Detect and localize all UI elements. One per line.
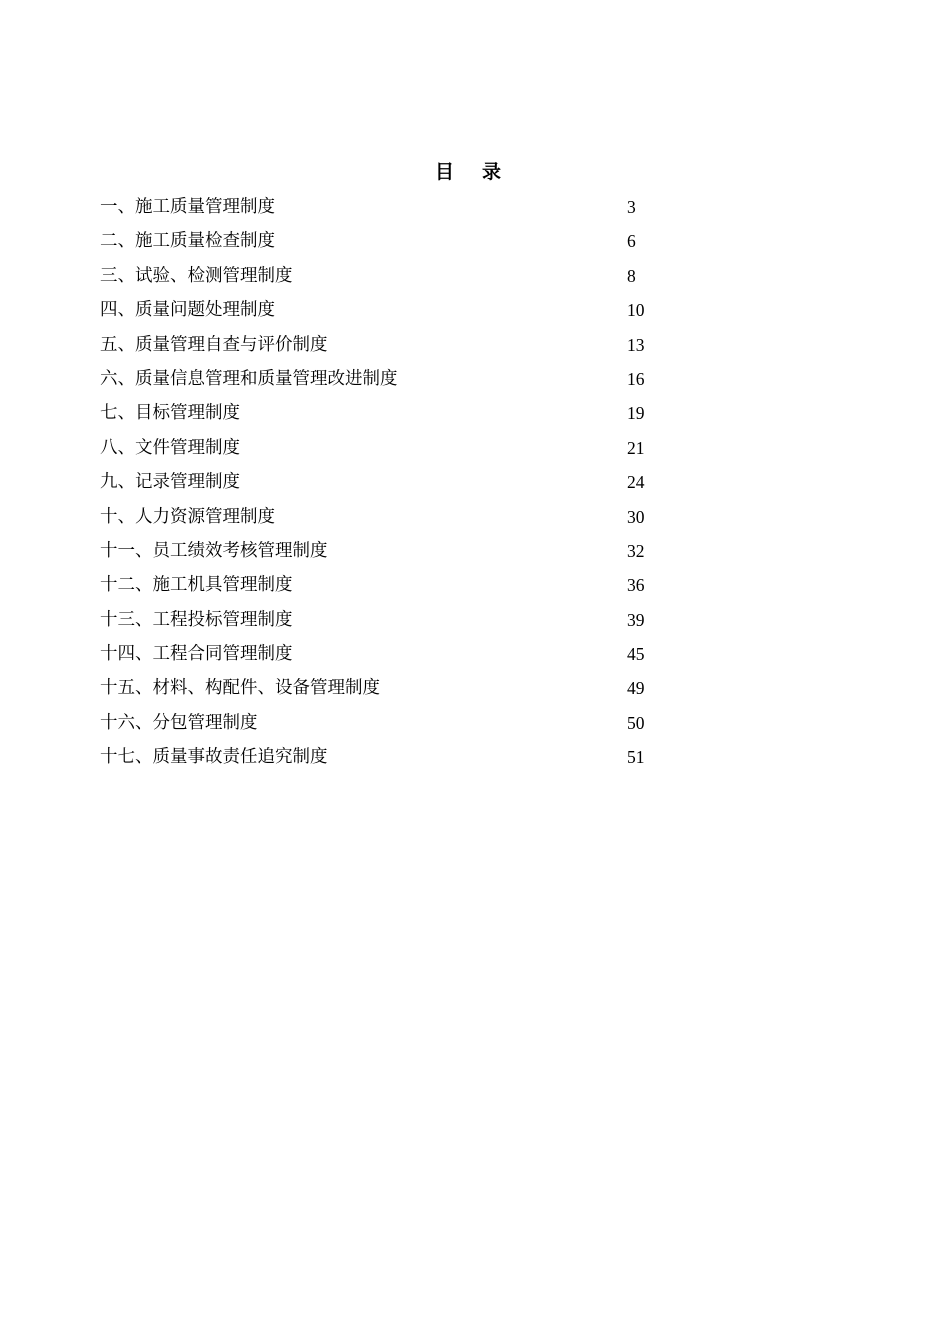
toc-item <box>100 742 660 776</box>
toc-item-page: 6 <box>627 231 636 252</box>
toc-item <box>100 639 660 673</box>
toc-item-page: 45 <box>627 644 645 665</box>
toc-item-page: 51 <box>627 747 645 768</box>
toc-item-page: 39 <box>627 609 645 630</box>
toc-item <box>100 226 660 260</box>
toc-item <box>100 605 660 639</box>
toc-item-label: 四、质量问题处理制度 <box>100 300 275 321</box>
toc-item-label: 十四、工程合同管理制度 <box>100 644 293 665</box>
toc-item-label: 二、施工质量检查制度 <box>100 231 275 252</box>
toc-item-label: 六、质量信息管理和质量管理改进制度 <box>100 368 398 389</box>
toc-item-label: 五、质量管理自查与评价制度 <box>100 334 328 355</box>
toc-item-page: 19 <box>627 403 645 424</box>
toc-item-label: 十七、质量事故责任追究制度 <box>100 747 328 768</box>
toc-item <box>100 398 660 432</box>
toc-list <box>100 192 660 777</box>
toc-item-page: 30 <box>627 506 645 527</box>
toc-item-label: 三、试验、检测管理制度 <box>100 265 293 286</box>
toc-item <box>100 467 660 501</box>
toc-item <box>100 570 660 604</box>
toc-item-page: 16 <box>627 368 645 389</box>
toc-item <box>100 364 660 398</box>
toc-item-page: 24 <box>627 472 645 493</box>
toc-item-label: 十三、工程投标管理制度 <box>100 609 293 630</box>
toc-item <box>100 261 660 295</box>
toc-title: 目录 <box>434 161 529 183</box>
toc-item-label: 十五、材料、构配件、设备管理制度 <box>100 678 380 699</box>
toc-item-label: 七、目标管理制度 <box>100 403 240 424</box>
toc-item <box>100 295 660 329</box>
toc-item-page: 36 <box>627 575 645 596</box>
toc-item-label: 八、文件管理制度 <box>100 437 240 458</box>
toc-item <box>100 536 660 570</box>
toc-item-page: 8 <box>627 265 636 286</box>
toc-item <box>100 673 660 707</box>
toc-item-label: 十二、施工机具管理制度 <box>100 575 293 596</box>
toc-item <box>100 433 660 467</box>
toc-item-label: 九、记录管理制度 <box>100 472 240 493</box>
toc-item <box>100 708 660 742</box>
toc-item-label: 一、施工质量管理制度 <box>100 197 275 217</box>
toc-item-page: 49 <box>627 678 645 699</box>
toc-item-page: 10 <box>627 300 645 321</box>
toc-item-page: 32 <box>627 540 645 561</box>
toc-item-page: 21 <box>627 437 645 458</box>
toc-item-label: 十一、员工绩效考核管理制度 <box>100 540 328 561</box>
toc-item <box>100 330 660 364</box>
toc-item-page: 13 <box>627 334 645 355</box>
toc-item-label: 十六、分包管理制度 <box>100 712 258 733</box>
toc-item-page: 3 <box>627 197 636 217</box>
toc-item <box>100 502 660 536</box>
toc-item-label: 十、人力资源管理制度 <box>100 506 275 527</box>
toc-item-page: 50 <box>627 712 645 733</box>
toc-item <box>100 192 660 226</box>
